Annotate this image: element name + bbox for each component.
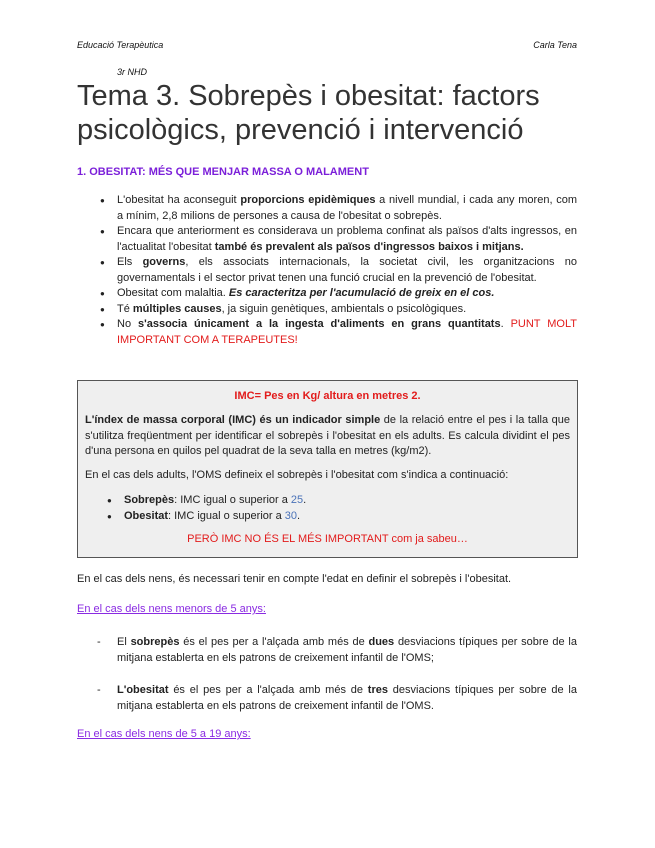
page-title — [77, 79, 617, 147]
link-5-to-19[interactable]: En el cas dels nens de 5 a 19 anys: — [77, 728, 251, 740]
list-item: ● Encara que anteriorment es considerava un problema confinat als països d'alts ingressos, en l'actualitat l'obesitat també és prevalent als països d'ingressos baixos i mitjans. — [97, 224, 577, 255]
imc-thresholds — [104, 493, 577, 524]
link-under-5[interactable]: En el cas dels nens menors de 5 anys: — [77, 603, 266, 615]
list-item: ● Té múltiples causes, ja siguin genètiques, ambientals o psicològiques. — [97, 302, 577, 318]
imc-info-box — [77, 380, 578, 558]
list-item: - El sobrepès és el pes per a l'alçada amb més de dues desviacions típiques per sobre de la mitjana establerta en els patrons de creixement infantil de l'OMS; — [97, 634, 577, 666]
list-item: ● Obesitat: IMC igual o superior a 30. — [104, 509, 577, 525]
header-right: Carla Tena — [533, 40, 577, 50]
section-heading: 1. OBESITAT: MÉS QUE MENJAR MASSA O MALAMENT — [77, 166, 369, 178]
title-line-1: Tema 3. Sobrepès i obesitat: factors — [77, 80, 540, 112]
list-item: ● Els governs, els associats internacionals, la societat civil, les organitzacions no governamentals i el sector privat tenen una funció crucial en la prevenció de l'obesitat. — [97, 255, 577, 286]
list-item: ● Obesitat com malaltia. Es caracteritza per l'acumulació de greix en el cos. — [97, 286, 577, 302]
imc-note: PERÒ IMC NO ÉS EL MÉS IMPORTANT com ja sabeu… — [187, 533, 468, 545]
list-item: ● Sobrepès: IMC igual o superior a 25. — [104, 493, 577, 509]
list-item: ● L'obesitat ha aconseguit proporcions epidèmiques a nivell mundial, i cada any moren, com a mínim, 2,8 milions de persones a causa de l'obesitat o sobrepès. — [97, 193, 577, 224]
imc-formula: IMC= Pes en Kg/ altura en metres 2. — [234, 390, 421, 402]
imc-definition: L'índex de massa corporal (IMC) és un indicador simple de la relació entre el pes i la talla que s'utilitza freqüentment per identificar el sobrepès i l'obesitat en els adults. Es calcula dividint el pes d'una persona en quilos pel quadrat de la seva talla en metres (kg/m2). — [85, 414, 570, 457]
under5-list — [97, 634, 577, 714]
title-line-2: psicològics, prevenció i intervenció — [77, 114, 524, 146]
children-paragraph: En el cas dels nens, és necessari tenir en compte l'edat en definir el sobrepès i l'obesitat. — [77, 573, 512, 585]
bullet-list — [97, 193, 577, 348]
oms-definition: En el cas dels adults, l'OMS defineix el sobrepès i l'obesitat com s'indica a continuació: — [85, 468, 509, 481]
header-left: Educació Terapèutica — [77, 40, 164, 50]
course-label: 3r NHD — [117, 67, 148, 77]
list-item: - L'obesitat és el pes per a l'alçada amb més de tres desviacions típiques per sobre de la mitjana establerta en els patrons de creixement infantil de l'OMS. — [97, 682, 577, 714]
list-item: ● No s'associa únicament a la ingesta d'aliments en grans quantitats. PUNT MOLT IMPORTANT COM A TERAPEUTES! — [97, 317, 577, 348]
